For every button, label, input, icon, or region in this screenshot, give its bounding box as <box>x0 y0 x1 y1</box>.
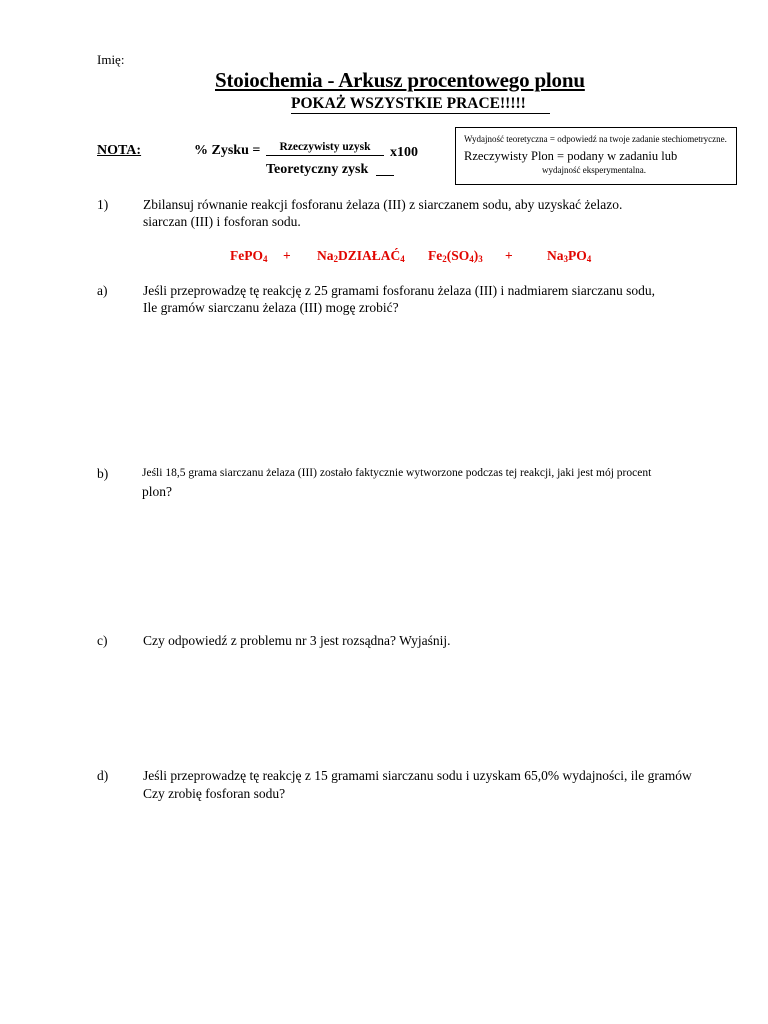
equation-reactant-1: FePO$_4$ <box>230 248 268 264</box>
definition-theoretical-yield: Wydajność teoretyczna = odpowiedź na twoje zadanie stechiometryczne. <box>464 134 727 144</box>
question-c-text-line1: Czy odpowiedź z problemu nr 3 jest rozsądna? Wyjaśnij. <box>143 633 451 648</box>
question-a-text-line1: Jeśli przeprowadzę tę reakcję z 25 gramami fosforanu żelaza (III) i nadmiarem siarczanu sodu, <box>143 283 655 298</box>
equation-plus-1: + <box>283 248 291 263</box>
note-label: NOTA: <box>97 143 142 158</box>
definition-actual-yield: Rzeczywisty Plon = podany w zadaniu lub <box>464 149 678 163</box>
formula-denominator: Teoretyczny zysk <box>266 162 369 177</box>
question-1-number: 1) <box>97 197 109 212</box>
question-1-text-line2: siarczan (III) i fosforan sodu. <box>143 214 301 229</box>
question-d-text-line1: Jeśli przeprowadzę tę reakcję z 15 gramami siarczanu sodu i uzyskam 65,0% wydajności, ile gramów <box>143 768 692 783</box>
equation-reactant-2: $Na_2DZIAŁAĆ_4$ <box>317 248 405 264</box>
percent-yield-label: % Zysku = <box>194 143 261 158</box>
equation-product-1: $Fe_2(SO_4)_3$ <box>428 248 483 264</box>
question-a-number: a) <box>97 283 108 298</box>
worksheet-title: Stoiochemia - Arkusz procentowego plonu <box>215 68 585 92</box>
denominator-underline <box>376 175 394 176</box>
question-a-text-line2: Ile gramów siarczanu żelaza (III) mogę zrobić? <box>143 300 399 315</box>
question-d-number: d) <box>97 768 109 783</box>
question-b-text-line1: Jeśli 18,5 grama siarczanu żelaza (III) zostało faktycznie wytworzone podczas tej reakcji, jaki jest mój procent <box>142 467 652 479</box>
question-1-text-line1: Zbilansuj równanie reakcji fosforanu żelaza (III) z siarczanem sodu, aby uzyskać żelazo. <box>143 197 623 212</box>
definitions-box <box>455 127 737 185</box>
equation-product-2: $Na_3PO_4$ <box>547 248 592 264</box>
formula-multiplier: x100 <box>390 145 418 160</box>
question-d-text-line2: Czy zrobię fosforan sodu? <box>143 786 286 801</box>
worksheet-subtitle: POKAŻ WSZYSTKIE PRACE!!!!! <box>291 95 550 114</box>
question-c-number: c) <box>97 633 108 648</box>
question-b-text-line2: plon? <box>142 484 172 499</box>
name-label: Imię: <box>97 52 125 67</box>
definition-experimental-yield: wydajność eksperymentalna. <box>542 165 646 175</box>
formula-numerator: Rzeczywisty uzysk <box>266 141 384 156</box>
question-b-number: b) <box>97 466 109 481</box>
equation-plus-2: + <box>505 248 513 263</box>
